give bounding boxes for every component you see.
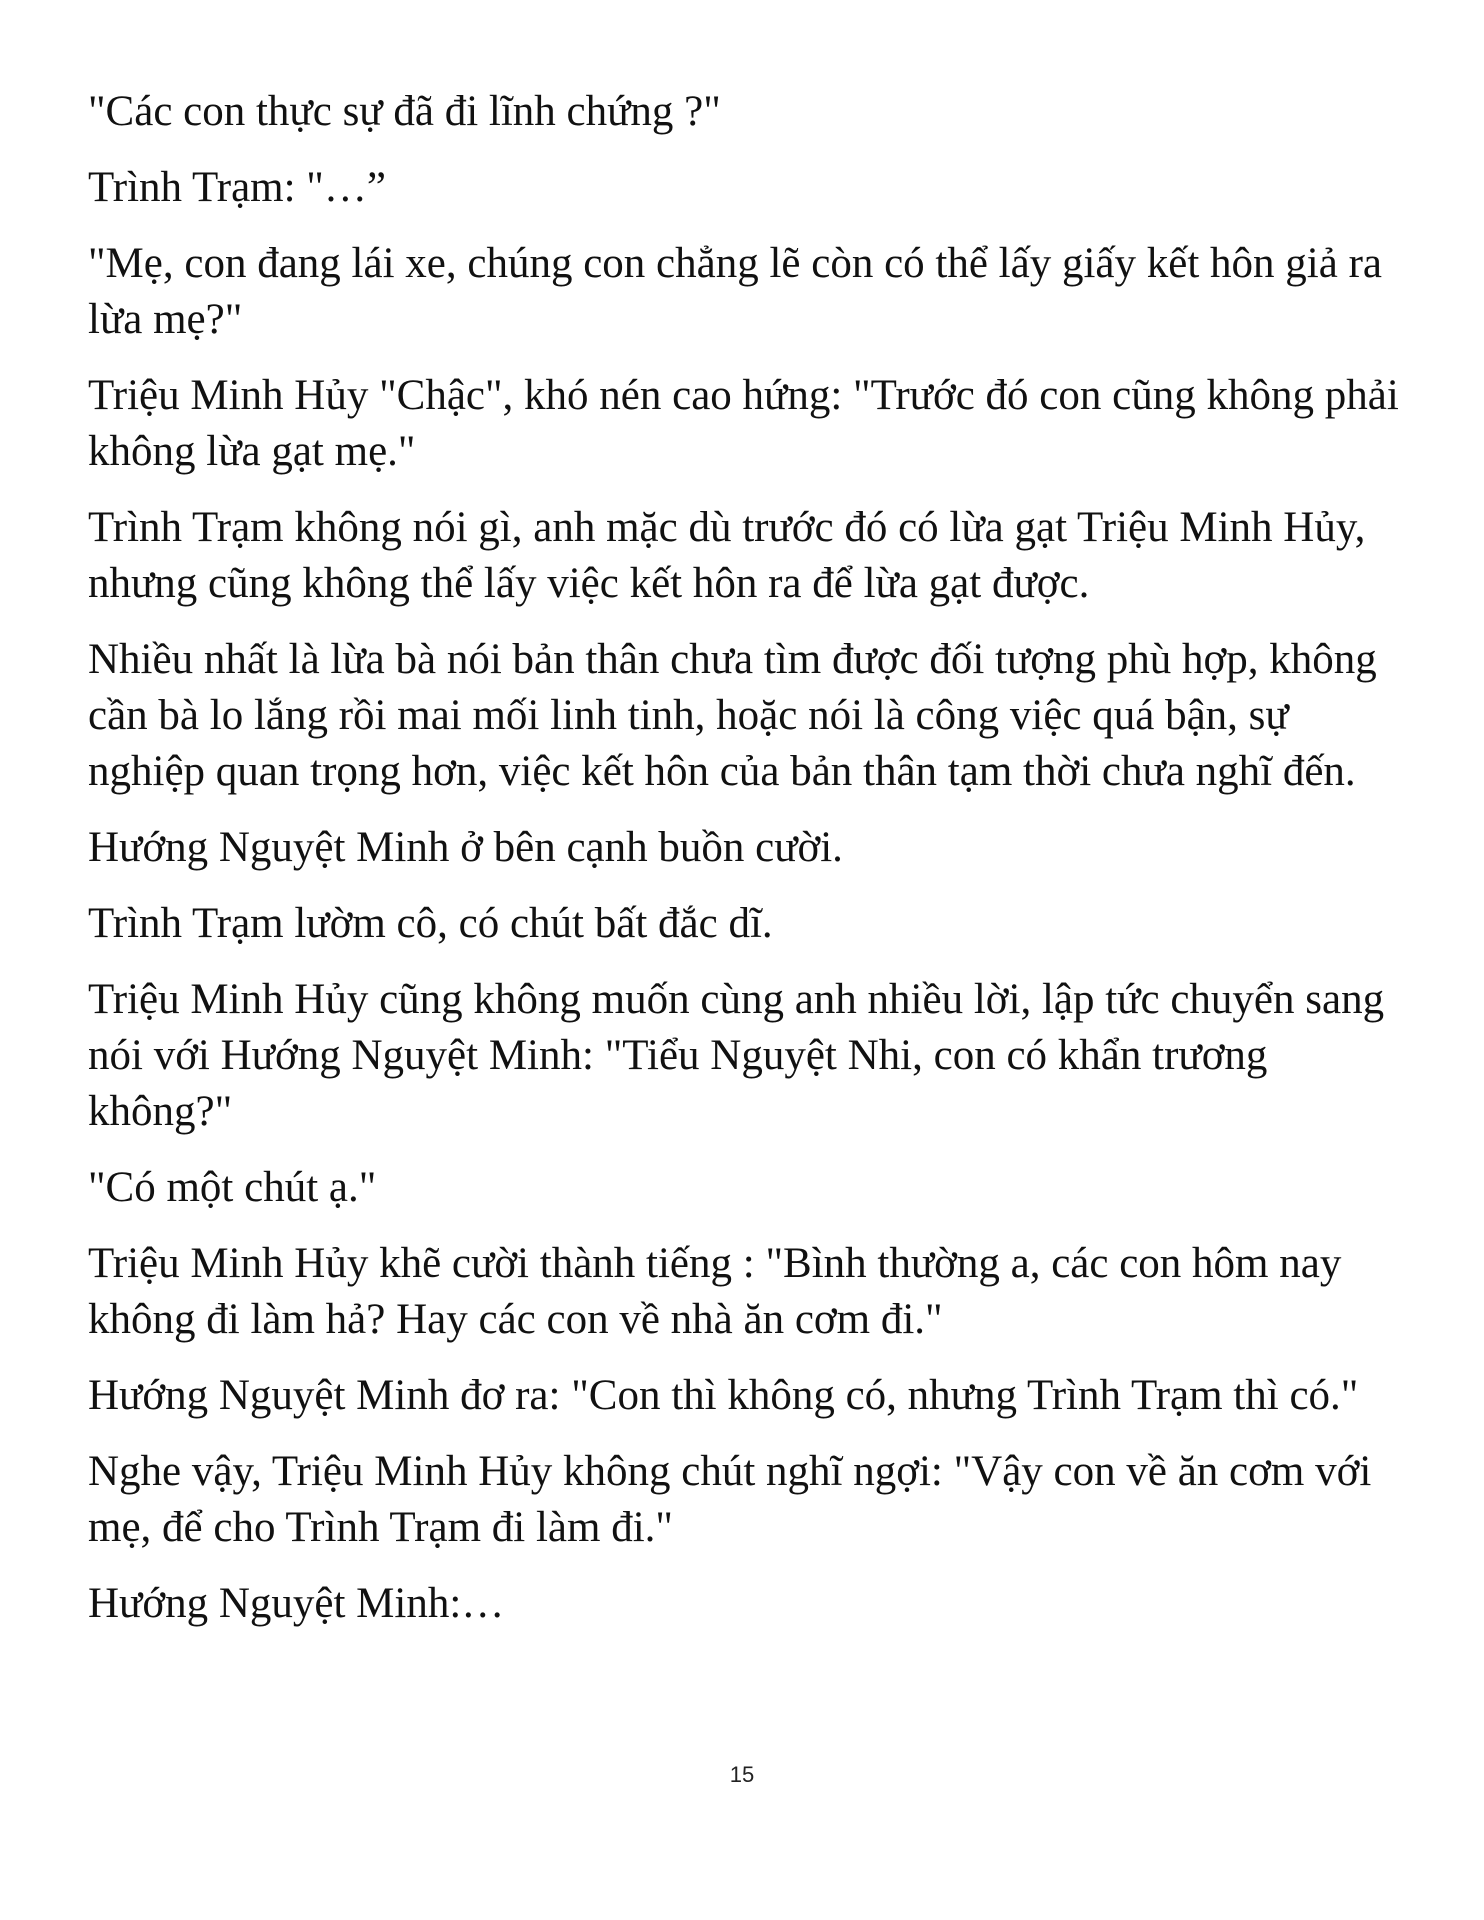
- paragraph: "Các con thực sự đã đi lĩnh chứng ?": [88, 88, 721, 135]
- paragraph: Hướng Nguyệt Minh:…: [88, 1580, 505, 1627]
- paragraph: "Có một chút ạ.": [88, 1164, 377, 1211]
- paragraph: Triệu Minh Hủy "Chậc", khó nén cao hứng: "Trước đó con cũng không phải không lừa gạt mẹ.": [88, 372, 1399, 475]
- document-body: [88, 84, 1408, 1652]
- page-number: 15: [729, 1762, 755, 1787]
- paragraph: Hướng Nguyệt Minh ở bên cạnh buồn cười.: [88, 824, 843, 871]
- paragraph: Trình Trạm không nói gì, anh mặc dù trước đó có lừa gạt Triệu Minh Hủy, nhưng cũng không thể lấy việc kết hôn ra để lừa gạt được.: [88, 504, 1366, 607]
- paragraph: Nhiều nhất là lừa bà nói bản thân chưa tìm được đối tượng phù hợp, không cần bà lo lắng rồi mai mối linh tinh, hoặc nói là công việc quá bận, sự nghiệp quan trọng hơn, việc kết hôn của bản thân tạm thời chưa nghĩ đến.: [88, 636, 1377, 795]
- paragraph: Hướng Nguyệt Minh đơ ra: "Con thì không có, nhưng Trình Trạm thì có.": [88, 1372, 1359, 1419]
- paragraph: Triệu Minh Hủy cũng không muốn cùng anh nhiều lời, lập tức chuyển sang nói với Hướng Nguyệt Minh: "Tiểu Nguyệt Nhi, con có khẩn trương không?": [88, 976, 1385, 1135]
- paragraph: Trình Trạm lườm cô, có chút bất đắc dĩ.: [88, 900, 773, 947]
- paragraph: Trình Trạm: "…”: [88, 164, 386, 211]
- paragraph: "Mẹ, con đang lái xe, chúng con chẳng lẽ còn có thể lấy giấy kết hôn giả ra lừa mẹ?": [88, 240, 1382, 343]
- paragraph: Triệu Minh Hủy khẽ cười thành tiếng : "Bình thường a, các con hôm nay không đi làm hả? Hay các con về nhà ăn cơm đi.": [88, 1240, 1342, 1343]
- paragraph: Nghe vậy, Triệu Minh Hủy không chút nghĩ ngợi: "Vậy con về ăn cơm với mẹ, để cho Trình Trạm đi làm đi.": [88, 1448, 1372, 1551]
